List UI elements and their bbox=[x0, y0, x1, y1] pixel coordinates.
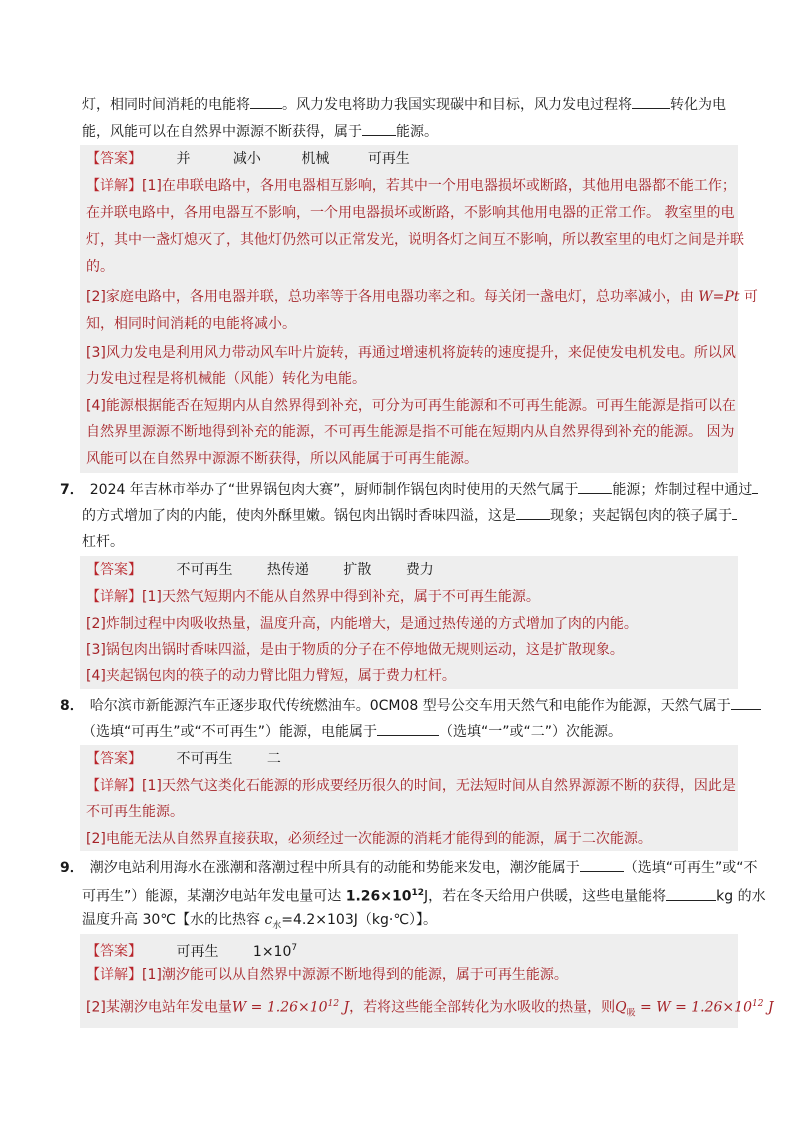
detail-line: 的。 bbox=[86, 259, 114, 275]
question-6-line-1: 灯，相同时间消耗的电能将 。风力发电将助力我国实现碳中和目标，风力发电过程将 转化为电 bbox=[82, 94, 726, 115]
detail-line: 自然界里源源不断地得到补充的能源，不可再生能源是指不可能在短期内从自然界得到补充的能源。 因为 bbox=[86, 424, 735, 440]
detail-line: 【详解】[1]潮汐能可以从自然界中源源不断地得到的能源，属于可再生能源。 bbox=[86, 967, 568, 983]
answer-blank bbox=[732, 505, 737, 520]
answer-blank bbox=[377, 721, 439, 736]
detail-line: 【详解】[1]天然气短期内不能从自然界中得到补充，属于不可再生能源。 bbox=[86, 589, 540, 605]
detail-line: 风能可以在自然界中源源不断获得，所以风能属于可再生能源。 bbox=[86, 451, 478, 467]
answer-blank bbox=[362, 121, 396, 136]
question-7-line-1: 7． 2024 年吉林市举办了“世界锅包肉大赛”，厨师制作锅包肉时使用的天然气属于 能源；炸制过程中通过 bbox=[60, 479, 758, 500]
detail-line: [2]炸制过程中肉吸收热量，温度升高，内能增大，是通过热传递的方式增加了肉的内能。 bbox=[86, 616, 638, 632]
answer-line-q7: 【答案】 不可再生 热传递 扩散 费力 bbox=[86, 562, 434, 578]
question-7-line-3: 杠杆。 bbox=[82, 534, 124, 550]
detail-line: 灯，其中一盏灯熄灭了，其他灯仍然可以正常发光，说明各灯之间互不影响，所以教室里的电灯之间是并联 bbox=[86, 232, 744, 248]
answer-line-q8: 【答案】 不可再生 二 bbox=[86, 751, 281, 767]
answer-blank bbox=[731, 695, 761, 710]
question-8-line-1: 8． 哈尔滨市新能源汽车正逐步取代传统燃油车。0CM08 型号公交车用天然气和电能作为能源，天然气属于 bbox=[60, 695, 761, 716]
question-9-line-2: 可再生”）能源，某潮汐电站年发电量可达 $1.26\times 10^{12}J$，若在冬天给用户供暖，这些电量能将 kg 的水 bbox=[82, 883, 766, 907]
answer-blank bbox=[580, 857, 624, 872]
question-8-line-2: （选填“可再生”或“不可再生”）能源，电能属于 （选填“一”或“二”）次能源。 bbox=[82, 721, 622, 742]
question-9-line-3: 温度升高 30℃【水的比热容 $c_水=4.2\times 103J(kg\cdot℃)$】。 bbox=[82, 912, 438, 931]
answer-blank bbox=[578, 479, 612, 494]
answer-blank bbox=[632, 94, 670, 109]
detail-line-formula: [2]某潮汐电站年发电量$W = 1.26\times 10^{12}$ J，若将这些能全部转化为水吸收的热量，则$Q_吸 = W = 1.26\times 10^{12}$ J bbox=[86, 999, 774, 1019]
detail-line: 力发电过程是将机械能（风能）转化为电能。 bbox=[86, 371, 366, 387]
detail-line: [2]家庭电路中，各用电器并联，总功率等于各用电器功率之和。每关闭一盏电灯，总功率减小，由 W=Pt 可 bbox=[86, 289, 758, 305]
answer-blank bbox=[752, 479, 758, 494]
answer-blank bbox=[250, 94, 282, 109]
detail-line: 不可再生能源。 bbox=[86, 804, 184, 820]
detail-line: 在并联电路中，各用电器互不影响，一个用电器损坏或断路，不影响其他用电器的正常工作。 教室里的电 bbox=[86, 205, 735, 221]
question-9-line-1: 9． 潮汐电站利用海水在涨潮和落潮过程中所具有的动能和势能来发电，潮汐能属于 （选填“可再生”或“不 bbox=[60, 857, 758, 878]
question-7-line-2: 的方式增加了肉的内能，使肉外酥里嫩。锅包肉出锅时香味四溢，这是 现象；夹起锅包肉的筷子属于 bbox=[82, 505, 737, 526]
answer-line-q6: 【答案】 并 减小 机械 可再生 bbox=[86, 151, 410, 167]
detail-line: 【详解】[1]在串联电路中，各用电器相互影响，若其中一个用电器损坏或断路，其他用电器都不能工作； bbox=[86, 178, 736, 194]
detail-line: 【详解】[1]天然气这类化石能源的形成要经历很久的时间，无法短时间从自然界源源不断的获得，因此是 bbox=[86, 778, 736, 794]
answer-blank bbox=[666, 886, 716, 901]
answer-blank bbox=[516, 505, 550, 520]
answer-line-q9: 【答案】 可再生 $1\times 10^7$ bbox=[86, 943, 298, 960]
detail-line: [3]锅包肉出锅时香味四溢，是由于物质的分子在不停地做无规则运动，这是扩散现象。 bbox=[86, 642, 624, 658]
detail-line: 知，相同时间消耗的电能将减小。 bbox=[86, 316, 296, 332]
detail-line: [4]夹起锅包肉的筷子的动力臂比阻力臂短，属于费力杠杆。 bbox=[86, 668, 456, 684]
detail-line: [2]电能无法从自然界直接获取，必须经过一次能源的消耗才能得到的能源，属于二次能源。 bbox=[86, 831, 652, 847]
detail-line: [4]能源根据能否在短期内从自然界得到补充，可分为可再生能源和不可再生能源。可再生能源是指可以在 bbox=[86, 398, 736, 414]
question-6-line-2: 能，风能可以在自然界中源源不断获得，属于 能源。 bbox=[82, 121, 438, 142]
detail-line: [3]风力发电是利用风力带动风车叶片旋转，再通过增速机将旋转的速度提升，来促使发电机发电。所以风 bbox=[86, 345, 736, 361]
